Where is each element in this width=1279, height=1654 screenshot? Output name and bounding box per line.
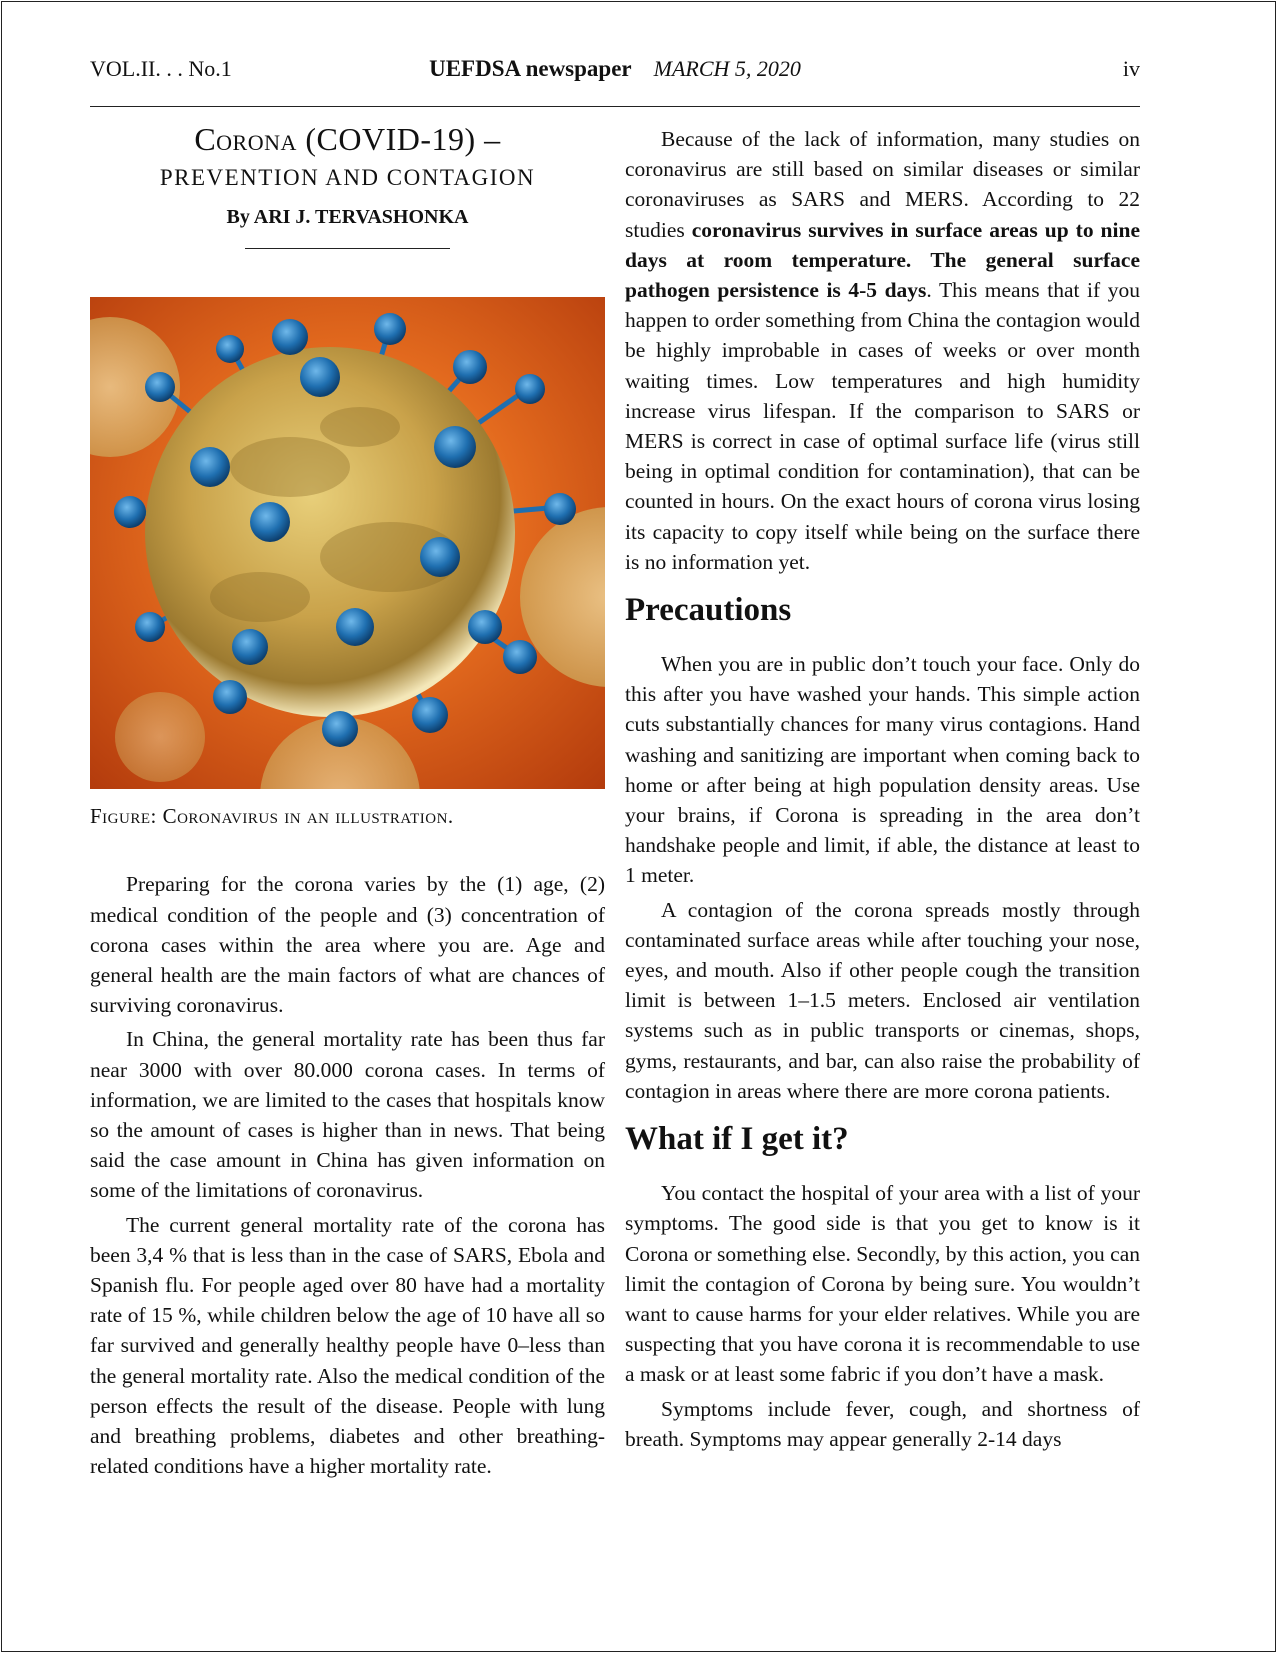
body-paragraph: Preparing for the corona varies by the (1) age, (2) medical condition of the people and (3) concentration of corona cases within the area where you are. Age and general health are the main factors of what are chances of surviving coronavirus. xyxy=(90,872,605,1018)
figure-caption: Figure: Coronavirus in an illustration. xyxy=(90,804,454,829)
volume-number: VOL.II. . . No.1 xyxy=(90,56,232,81)
header-rule xyxy=(90,106,1140,107)
body-paragraph: When you are in public don’t touch your face. Only do this after you have washed your hands. This simple action cuts substantially chances for many virus contagions. Hand washing and sanitizing are important when coming back to home or after being at high population density areas. Use your brains, if Corona is spreading in the area don’t handshake people and limit, if able, the distance at least to 1 meter. xyxy=(625,652,1140,888)
page-number: iv xyxy=(1122,56,1140,81)
left-column xyxy=(90,118,605,1481)
body-paragraph: In China, the general mortality rate has been thus far near 3000 with over 80.000 corona cases. In terms of information, we are limited to the cases that hospitals know so the amount of cases is higher than in news. That being said the case amount in China has given information on some of the limitations of coronavirus. xyxy=(90,1027,605,1203)
right-column xyxy=(625,124,1140,1454)
article-title: Corona (COVID-19) – xyxy=(194,121,501,157)
body-paragraph: You contact the hospital of your area with a list of your symptoms. The good side is that you get to know is it Corona or something else. Secondly, by this action, you can limit the contagion of Corona by being sure. You wouldn’t want to cause harms for your elder relatives. While you are suspecting that you have corona it is recommendable to use a mask or at least some fabric if you don’t have a mask. xyxy=(625,1181,1140,1387)
body-paragraph: A contagion of the corona spreads mostly through contaminated surface areas while after touching your nose, eyes, and mouth. Also if other people cough the transition limit is between 1–1.5 meters. Enclosed air ventilation systems such as in public transports or cinemas, shops, gyms, restaurants, and bar, can also raise the probability of contagion in areas where there are more corona patients. xyxy=(625,897,1140,1103)
issue-date: MARCH 5, 2020 xyxy=(653,56,801,81)
byline-rule xyxy=(245,248,450,249)
section-heading-precautions: Precautions xyxy=(625,592,792,629)
body-paragraph-intro xyxy=(625,124,1140,577)
article-byline: By ARI J. TERVASHONKA xyxy=(226,206,469,228)
page-header xyxy=(90,56,1140,88)
masthead xyxy=(90,56,1140,82)
article-title-block xyxy=(90,118,605,249)
newspaper-name: UEFDSA newspaper xyxy=(429,56,632,81)
article-subtitle: PREVENTION AND CONTAGION xyxy=(159,165,536,190)
intro-text-end: . This means that if you happen to order something from China the contagion would be highly improbable in cases of weeks or over month waiting times. Low temperatures and high humidity increase virus lifespan. If the comparison to SARS or MERS is correct in case of optimal surface life (virus still being in optimal condition for contamination), that can be counted in hours. On the exact hours of corona virus losing its capacity to copy itself while being on the surface there is no information yet. xyxy=(625,278,1140,574)
section-heading-what-if: What if I get it? xyxy=(625,1121,849,1158)
body-paragraph: Symptoms include fever, cough, and shortness of breath. Symptoms may appear generally 2-14 days xyxy=(625,1396,1140,1451)
coronavirus-illustration xyxy=(90,297,605,789)
intro-bold-fact: coronavirus survives in surface areas up to nine days at room temperature. The general surface pathogen persistence is 4-5 days xyxy=(625,217,1140,303)
intro-text-start: Because of the lack of information, many studies on coronavirus are still based on similar diseases or similar coronaviruses as SARS and MERS. According to 22 studies xyxy=(625,127,1140,242)
body-paragraph: The current general mortality rate of the corona has been 3,4 % that is less than in the case of SARS, Ebola and Spanish flu. For people aged over 80 have had a mortality rate of 15 %, while children below the age of 10 have all so far survived and generally healthy people have 0–less than the general mortality rate. Also the medical condition of the person effects the result of the disease. People with lung and breathing problems, diabetes and other breathing-related conditions have a higher mortality rate. xyxy=(90,1212,605,1479)
